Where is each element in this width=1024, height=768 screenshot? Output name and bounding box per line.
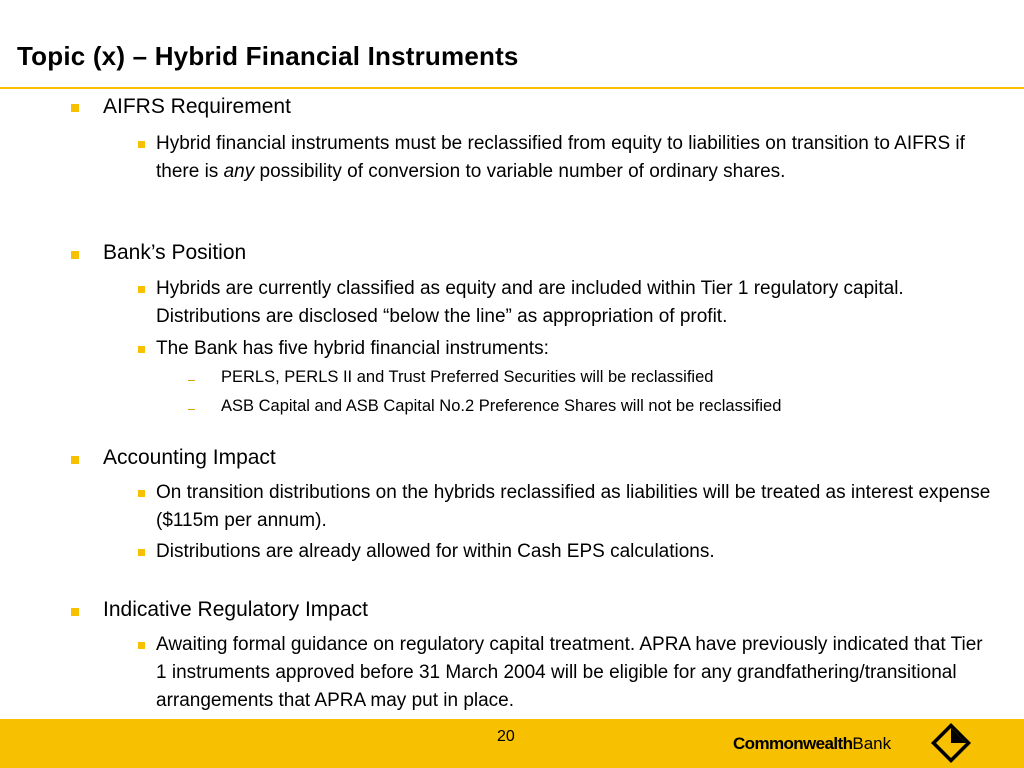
commonwealth-bank-diamond-logo-icon [930,722,972,764]
square-bullet-icon [138,346,145,353]
bullet-text: possibility of conversion to variable number of ordinary shares. [254,161,786,182]
commonwealth-bank-logo-text [733,734,891,754]
bullet-aifrs-requirement [156,130,996,186]
dash-bullet-icon [188,409,195,410]
subbullet-reclassified: PERLS, PERLS II and Trust Preferred Securities will be reclassified [221,368,714,386]
square-bullet-icon [138,141,145,148]
bullet-apra-guidance: Awaiting formal guidance on regulatory capital treatment. APRA have previously indicated that Tier 1 instruments approved before 31 March 2004 will be eligible for any grandfathering/transitional arrangements that APRA may put in place. [156,634,983,711]
square-bullet-icon [71,456,79,464]
slide-title: Topic (x) – Hybrid Financial Instruments [17,41,519,71]
section-heading-accounting-impact: Accounting Impact [103,446,276,469]
dash-bullet-icon [188,380,195,381]
logo-word-light: Bank [852,734,892,753]
bullet-text: Hybrid financial instruments must be reclassified from equity to liabilities on transition to AIFRS if there is [156,133,965,182]
square-bullet-icon [71,104,79,112]
section-heading-regulatory-impact: Indicative Regulatory Impact [103,598,368,621]
bullet-interest-expense: On transition distributions on the hybrids reclassified as liabilities will be treated as interest expense ($115m per annum). [156,482,991,531]
page-number: 20 [497,728,515,745]
square-bullet-icon [71,251,79,259]
square-bullet-icon [138,286,145,293]
bullet-five-instruments: The Bank has five hybrid financial instruments: [156,338,549,359]
subbullet-not-reclassified: ASB Capital and ASB Capital No.2 Preference Shares will not be reclassified [221,397,782,415]
bullet-cash-eps: Distributions are already allowed for within Cash EPS calculations. [156,541,715,562]
square-bullet-icon [71,608,79,616]
title-divider [0,87,1024,89]
emphasis-text: any [223,161,255,182]
section-heading-aifrs: AIFRS Requirement [103,95,291,118]
bullet-hybrids-classification: Hybrids are currently classified as equity and are included within Tier 1 regulatory capital. Distributions are disclosed “below the line” as appropriation of profit. [156,278,904,327]
square-bullet-icon [138,549,145,556]
section-heading-banks-position: Bank’s Position [103,241,247,264]
square-bullet-icon [138,490,145,497]
logo-word-bold: Commonwealth [733,734,853,753]
square-bullet-icon [138,642,145,649]
